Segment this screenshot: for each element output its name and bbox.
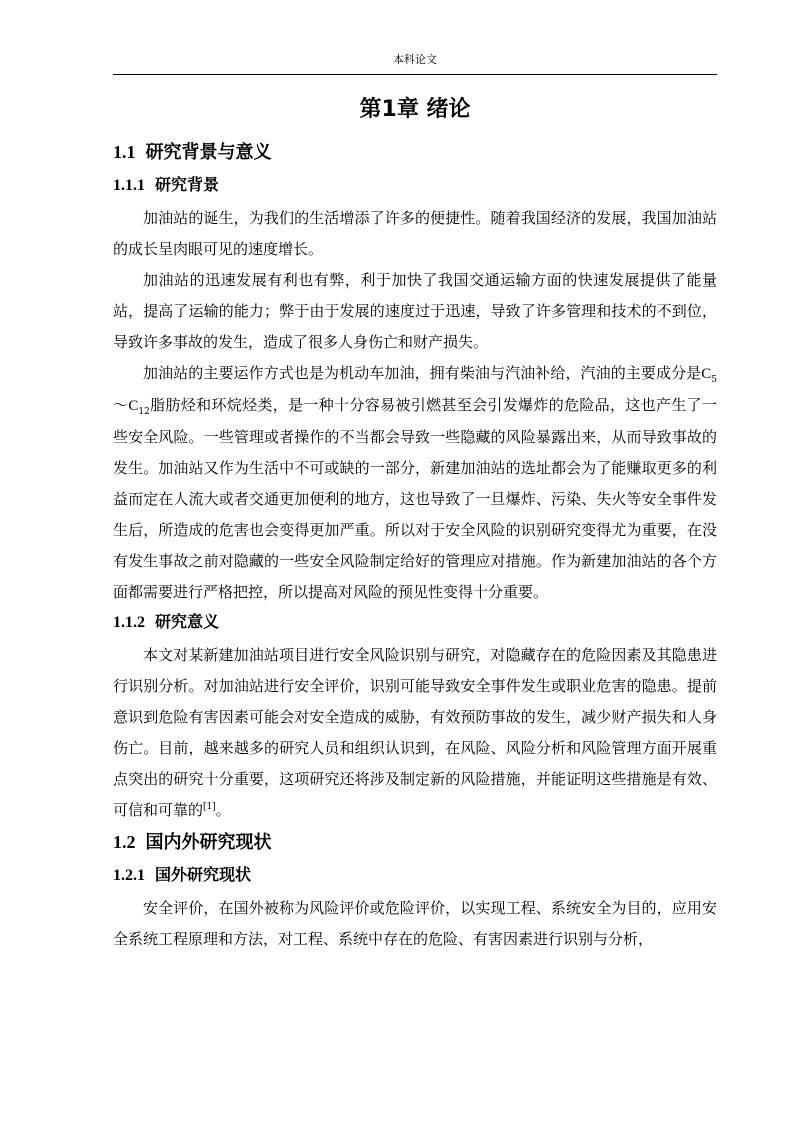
chemical-carbon: C [128,398,139,414]
section-number: 1.1 [113,142,136,162]
subsection-number: 1.1.1 [113,177,145,194]
body-paragraph: 加油站的迅速发展有利也有弊，利于加快了我国交通运输方面的快速发展提供了能量站，提高了运输的能力；弊于由于发展的速度过于迅速，导致了许多管理和技术的不到位，导致许多事故的发生，造成了很多人身伤亡和财产损失。 [113,271,717,351]
body-paragraph: 加油站的诞生，为我们的生活增添了许多的便捷性。随着我国经济的发展，我国加油站的成长呈肉眼可见的速度增长。 [113,209,717,258]
tilde-symbol: ～ [113,396,129,414]
section-title: 研究背景与意义 [145,142,272,163]
page-content [113,94,717,955]
section-heading [113,138,717,167]
section-number: 1.2 [113,832,136,852]
running-header: 本科论文 [393,53,437,66]
subsection-number: 1.2.1 [113,867,145,884]
paragraph-text: 脂肪烃和环烷烃类，是一种十分容易被引燃甚至会引发爆炸的危险品，这也产生了一些安全风险。一些管理或者操作的不当都会导致一些隐藏的风险暴露出来，从而导致事故的发生。加油站又作为生活中不可或缺的一部分，新建加油站的选址都会为了能赚取更多的利益而定在人流大或者交通更加便利的地方，这也导致了一旦爆炸、污染、失火等安全事件发生后，所造成的危害也会变得更加严重。所以对于安全风险的识别研究变得尤为重要，在没有发生事故之前对隐藏的一些安全风险制定给好的管理应对措施。作为新建加油站的各个方面都需要进行严格把控，所以提高对风险的预见性变得十分重要。 [113,396,717,601]
header-rule [113,74,717,75]
subsection-heading [113,863,717,888]
chemical-carbon: C [701,366,712,382]
paragraph-text: 本文对某新建加油站项目进行安全风险识别与研究，对隐藏存在的危险因素及其隐患进行识别分析。对加油站进行安全评价，识别可能导致安全事件发生或职业危害的隐患。提前意识到危险有害因素可能会对安全造成的威胁，有效预防事故的发生，减少财产损失和人身伤亡。目前，越来越多的研究人员和组织认识到，在风险、风险分析和风险管理方面开展重点突出的研究十分重要，这项研究还将涉及制定新的风险措施，并能证明这些措施是有效、可信和可靠的 [113,646,717,819]
citation-ref[interactable]: [1] [203,802,216,812]
body-paragraph-cited [113,640,717,826]
body-paragraph: 安全评价，在国外被称为风险评价或危险评价，以实现工程、系统安全为目的，应用安全系统工程原理和方法，对工程、系统中存在的危险、有害因素进行识别与分析， [113,899,717,948]
chapter-title: 第1章 绪论 [359,97,471,122]
section-heading [113,828,717,857]
subsection-title: 国外研究现状 [155,865,252,884]
paragraph-text: 。 [215,801,231,819]
subsection-heading [113,173,717,198]
subsection-heading [113,610,717,635]
subscript: 12 [138,407,150,417]
subsection-title: 研究背景 [155,175,220,194]
paragraph-text: 加油站的主要运作方式也是为机动车加油，拥有柴油与汽油补给，汽油的主要成分是 [143,364,702,382]
section-title: 国内外研究现状 [145,832,272,853]
body-paragraph-formula [113,358,717,608]
subsection-number: 1.1.2 [113,614,145,631]
subsection-title: 研究意义 [155,612,220,631]
subscript: 5 [711,375,717,385]
